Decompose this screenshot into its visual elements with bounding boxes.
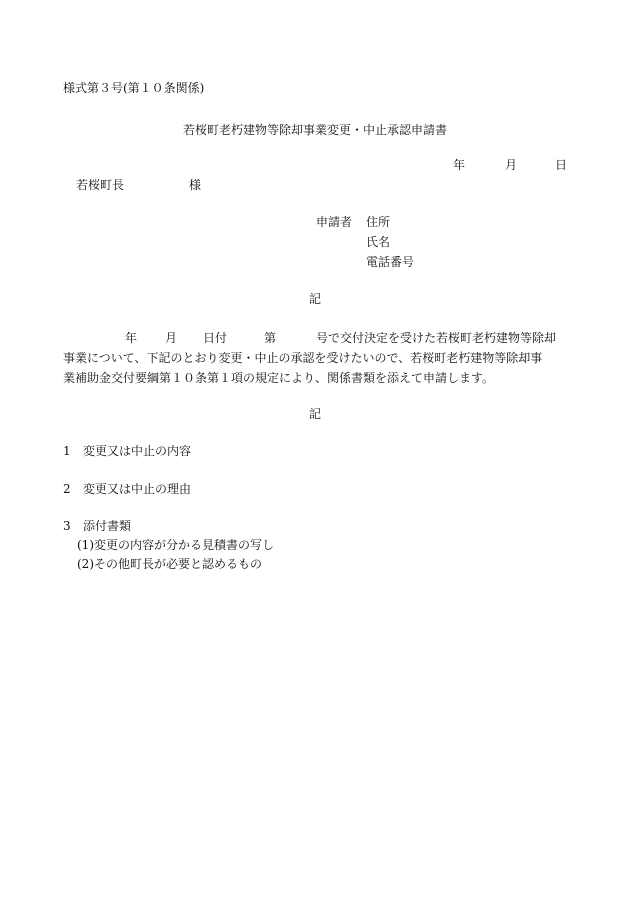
body-dai: 第 (264, 331, 277, 345)
body-month: 月 (165, 331, 178, 345)
applicant-label: 申請者 (316, 215, 353, 229)
attachment-item: (1)変更の内容が分かる見積書の写し (77, 538, 274, 552)
addressee-name: 若桜町長 (76, 178, 125, 192)
form-number: 様式第３号(第１０条関係) (63, 81, 205, 95)
ki-heading-1: 記 (308, 292, 321, 306)
body-day: 日付 (203, 331, 228, 345)
document-title: 若桜町老朽建物等除却事業変更・中止承認申請書 (182, 123, 447, 137)
item-text: 添付書類 (83, 519, 132, 533)
date-month: 月 (505, 158, 518, 172)
addressee-honorific: 様 (189, 178, 202, 192)
body-line1-rest: 号で交付決定を受けた若桜町老朽建物等除却 (316, 331, 557, 345)
item-text: 変更又は中止の理由 (83, 482, 192, 496)
item-number: 1 (63, 444, 71, 458)
body-year: 年 (125, 331, 138, 345)
body-line2: 事業について、下記のとおり変更・中止の承認を受けたいので、若桜町老朽建物等除却事 (63, 351, 543, 365)
ki-heading-2: 記 (308, 407, 321, 421)
item-number: 3 (63, 519, 71, 533)
attachment-item: (2)その他町長が必要と認めるもの (77, 557, 262, 571)
date-year: 年 (453, 158, 466, 172)
item-text: 変更又は中止の内容 (83, 444, 192, 458)
date-day: 日 (555, 158, 568, 172)
applicant-name: 氏名 (366, 235, 391, 249)
applicant-address: 住所 (366, 215, 391, 229)
item-number: 2 (63, 482, 71, 496)
body-line3: 業補助金交付要綱第１０条第１項の規定により、関係書類を添えて申請します。 (63, 371, 495, 385)
applicant-phone: 電話番号 (366, 255, 415, 269)
